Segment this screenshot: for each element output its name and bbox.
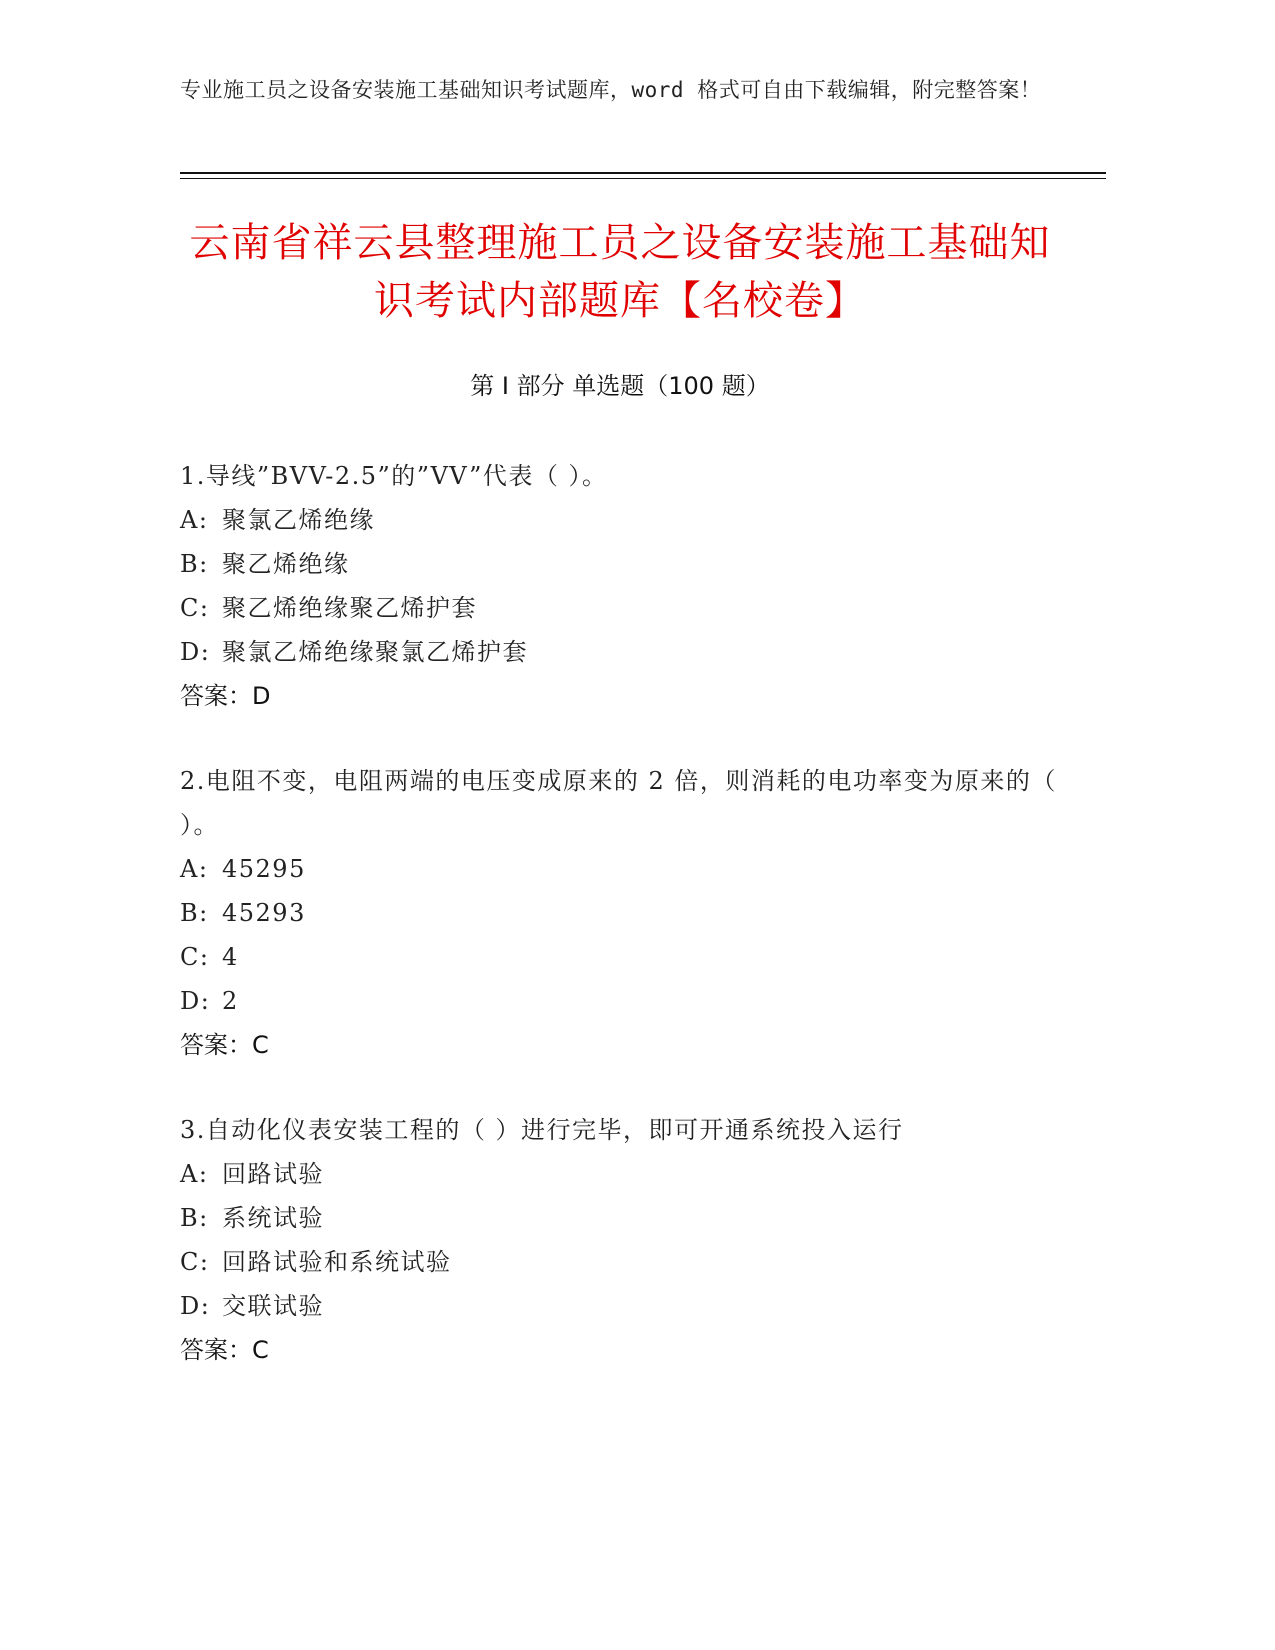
header-divider-thin <box>180 178 1106 179</box>
option-text: 交联试验 <box>222 1292 324 1320</box>
question-stem: 3.自动化仪表安装工程的（ ）进行完毕，即可开通系统投入运行 <box>180 1116 904 1144</box>
option-b <box>180 891 1060 935</box>
option-d <box>180 630 1060 674</box>
option-letter: C: <box>180 594 210 622</box>
option-letter: B: <box>180 1204 209 1232</box>
option-a <box>180 498 1060 542</box>
option-d <box>180 979 1060 1023</box>
question-stem: 2.电阻不变，电阻两端的电压变成原来的 2 倍，则消耗的电功率变为原来的（ ）。 <box>180 767 1057 839</box>
option-letter: D: <box>180 638 211 666</box>
option-d <box>180 1284 1060 1328</box>
question-2 <box>180 759 1060 1067</box>
option-a <box>180 847 1060 891</box>
option-c <box>180 1240 1060 1284</box>
option-letter: A: <box>180 855 209 883</box>
option-text: 2 <box>222 987 239 1015</box>
option-c <box>180 586 1060 630</box>
option-text: 聚氯乙烯绝缘 <box>222 506 375 534</box>
option-letter: C: <box>180 1248 210 1276</box>
question-1 <box>180 454 1060 718</box>
option-text: 回路试验和系统试验 <box>222 1248 452 1276</box>
section-heading: 第 I 部分 单选题（100 题） <box>470 372 770 400</box>
header-note: 专业施工员之设备安装施工基础知识考试题库，word 格式可自由下载编辑，附完整答案！ <box>180 78 1042 102</box>
question-3 <box>180 1108 1060 1372</box>
option-text: 45293 <box>222 899 306 927</box>
question-list <box>180 454 1060 1413</box>
option-letter: D: <box>180 987 211 1015</box>
document-title: 云南省祥云县整理施工员之设备安装施工基础知识考试内部题库【名校卷】 <box>189 220 1051 324</box>
option-letter: C: <box>180 943 210 971</box>
option-letter: B: <box>180 899 209 927</box>
option-text: 4 <box>222 943 239 971</box>
option-text: 回路试验 <box>222 1160 324 1188</box>
option-text: 45295 <box>222 855 306 883</box>
option-c <box>180 935 1060 979</box>
option-letter: A: <box>180 506 209 534</box>
answer-line: 答案：D <box>180 682 271 710</box>
option-letter: B: <box>180 550 209 578</box>
answer-line: 答案：C <box>180 1336 269 1364</box>
option-text: 系统试验 <box>222 1204 324 1232</box>
option-text: 聚乙烯绝缘 <box>222 550 350 578</box>
header-divider-thick <box>180 172 1106 174</box>
question-stem: 1.导线”BVV-2.5”的”VV”代表（ ）。 <box>180 462 608 490</box>
answer-line: 答案：C <box>180 1031 269 1059</box>
option-b <box>180 542 1060 586</box>
option-b <box>180 1196 1060 1240</box>
option-text: 聚乙烯绝缘聚乙烯护套 <box>222 594 477 622</box>
option-text: 聚氯乙烯绝缘聚氯乙烯护套 <box>222 638 528 666</box>
option-letter: D: <box>180 1292 211 1320</box>
option-letter: A: <box>180 1160 209 1188</box>
option-a <box>180 1152 1060 1196</box>
